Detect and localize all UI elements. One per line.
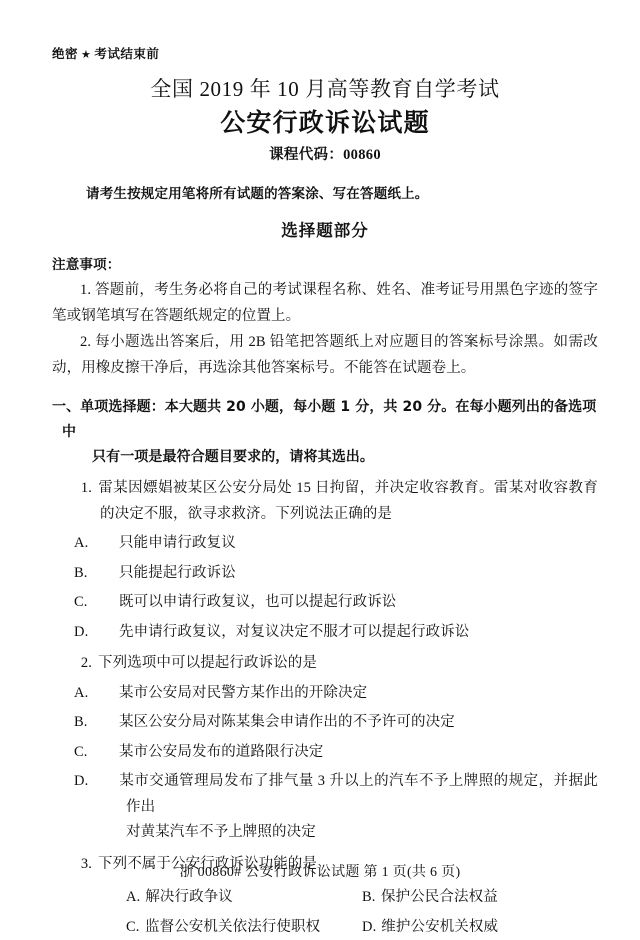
section-heading-line1: 一、单项选择题：本大题共 20 小题，每小题 1 分，共 20 分。在每小题列出的备选项中: [52, 399, 596, 440]
part-heading: 选择题部分: [52, 217, 598, 245]
option-text: 只能提起行政诉讼: [119, 565, 236, 581]
option-c[interactable]: [52, 590, 598, 616]
option-b[interactable]: [362, 885, 598, 911]
star-icon: ★: [78, 48, 94, 61]
section-heading: [52, 395, 598, 470]
secrecy-suffix: 考试结束前: [94, 46, 159, 61]
option-text: 维护公安机关权威: [381, 919, 498, 935]
option-text: 先申请行政复议，对复议决定不服才可以提起行政诉讼: [119, 624, 469, 640]
question-2: [52, 651, 598, 846]
option-text: 只能申请行政复议: [119, 535, 236, 551]
option-label: A.: [100, 681, 114, 707]
option-label: D.: [362, 915, 376, 940]
option-label: D.: [100, 620, 114, 646]
option-label: C.: [100, 740, 114, 766]
question-text: 下列选项中可以提起行政诉讼的是: [98, 655, 317, 671]
question-text: 雷某因嫖娼被某区公安分局处 15 日拘留，并决定收容教育。雷某对收容教育的决定不服，欲寻求救济。下列说法正确的是: [98, 480, 598, 522]
option-label: A.: [126, 885, 140, 911]
pen-instruction: 请考生按规定用笔将所有试题的答案涂、写在答题纸上。: [52, 181, 598, 207]
question-number: 3.: [74, 852, 92, 878]
option-d[interactable]: [52, 769, 598, 846]
question-stem: [52, 476, 598, 527]
option-text: 解决行政争议: [145, 889, 233, 905]
question-text: 下列不属于公安行政诉讼功能的是: [98, 856, 317, 872]
secrecy-marking: [52, 45, 598, 64]
note-item: 1. 答题前，考生务必将自己的考试课程名称、姓名、准考证号用黑色字迹的签字笔或钢笔填写在答题纸规定的位置上。: [52, 278, 598, 329]
option-label: B.: [100, 561, 114, 587]
page-title: 公安行政诉讼试题: [52, 105, 598, 141]
option-label: A.: [100, 531, 114, 557]
option-grid: [52, 881, 598, 940]
option-text: 某市公安局对民警方某作出的开除决定: [119, 685, 367, 701]
option-a[interactable]: [52, 531, 598, 557]
option-text: 保护公民合法权益: [381, 889, 498, 905]
option-c[interactable]: [126, 915, 362, 940]
option-text: 既可以申请行政复议，也可以提起行政诉讼: [119, 594, 396, 610]
course-code: 课程代码：00860: [52, 143, 598, 167]
option-b[interactable]: [52, 561, 598, 587]
option-label: B.: [362, 885, 376, 911]
page-footer: 浙 00860# 公安行政诉讼试题 第 1 页(共 6 页): [0, 862, 640, 884]
option-d[interactable]: [362, 915, 598, 940]
question-number: 2.: [74, 651, 92, 677]
question-1: [52, 476, 598, 645]
option-text-line2: 对黄某汽车不予上牌照的决定: [126, 820, 598, 846]
option-b[interactable]: [52, 710, 598, 736]
secrecy-label: 绝密: [52, 46, 78, 61]
option-text: 某市公安局发布的道路限行决定: [119, 744, 323, 760]
option-text: 某区公安分局对陈某集会申请作出的不予许可的决定: [119, 714, 455, 730]
option-d[interactable]: [52, 620, 598, 646]
notes-label: 注意事项：: [52, 253, 598, 277]
option-c[interactable]: [52, 740, 598, 766]
option-a[interactable]: [126, 885, 362, 911]
question-number: 1.: [74, 476, 92, 502]
option-label: B.: [100, 710, 114, 736]
option-text: 某市交通管理局发布了排气量 3 升以上的汽车不予上牌照的规定，并据此作出: [119, 773, 598, 815]
option-label: C.: [100, 590, 114, 616]
note-item: 2. 每小题选出答案后，用 2B 铅笔把答题纸上对应题目的答案标号涂黑。如需改动，用橡皮擦干净后，再选涂其他答案标号。不能答在试题卷上。: [52, 330, 598, 381]
question-stem: [52, 651, 598, 677]
option-label: C.: [126, 915, 140, 940]
section-heading-line2: 只有一项是最符合题目要求的，请将其选出。: [62, 445, 598, 470]
option-a[interactable]: [52, 681, 598, 707]
option-text: 监督公安机关依法行使职权: [145, 919, 320, 935]
option-label: D.: [100, 769, 114, 795]
exam-subtitle: 全国 2019 年 10 月高等教育自学考试: [52, 74, 598, 104]
